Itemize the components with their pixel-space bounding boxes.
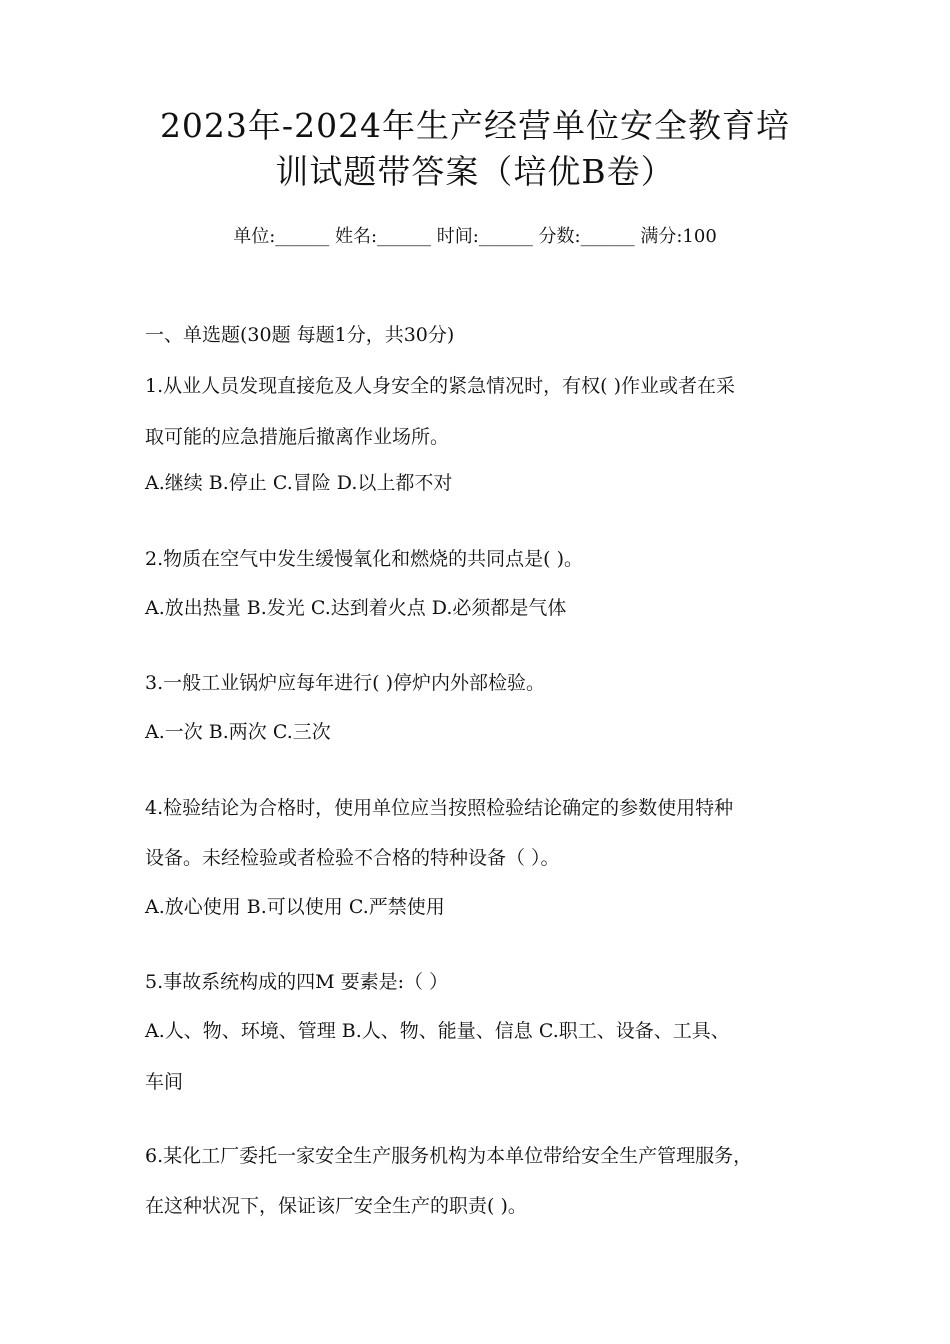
- question-1-stem-line-2: 取可能的应急措施后撤离作业场所。: [145, 426, 450, 448]
- question-3-options: A.一次 B.两次 C.三次: [145, 721, 331, 743]
- section-heading: 一、单选题(30题 每题1分，共30分): [145, 324, 455, 346]
- question-1-options: A.继续 B.停止 C.冒险 D.以上都不对: [145, 472, 453, 494]
- question-5-options-line-2: 车间: [145, 1071, 184, 1093]
- question-2-stem-line-1: 2.物质在空气中发生缓慢氧化和燃烧的共同点是( )。: [145, 548, 583, 570]
- question-6-stem-line-1: 6.某化工厂委托一家安全生产服务机构为本单位带给安全生产管理服务，: [145, 1145, 753, 1167]
- question-3-stem-line-1: 3.一般工业锅炉应每年进行( )停炉内外部检验。: [145, 672, 545, 694]
- question-5-stem-line-1: 5.事故系统构成的四M 要素是:（ ）: [145, 971, 449, 993]
- document-title-line-2: 训试题带答案（培优B卷）: [275, 152, 675, 191]
- question-4-options: A.放心使用 B.可以使用 C.严禁使用: [145, 896, 445, 918]
- question-4-stem-line-2: 设备。未经检验或者检验不合格的特种设备（ ）。: [145, 847, 560, 869]
- question-6-stem-line-2: 在这种状况下，保证该厂安全生产的职责( )。: [145, 1195, 527, 1217]
- student-info-line: 单位:______ 姓名:______ 时间:______ 分数:______ 满分:100: [233, 226, 717, 247]
- question-4-stem-line-1: 4.检验结论为合格时，使用单位应当按照检验结论确定的参数使用特种: [145, 797, 734, 819]
- question-2-options: A.放出热量 B.发光 C.达到着火点 D.必须都是气体: [145, 597, 567, 619]
- question-1-stem-line-1: 1.从业人员发现直接危及人身安全的紧急情况时，有权( )作业或者在采: [145, 375, 735, 397]
- document-title-line-1: 2023年-2024年生产经营单位安全教育培: [159, 106, 791, 145]
- question-5-options-line-1: A.人、物、环境、管理 B.人、物、能量、信息 C.职工、设备、工具、: [145, 1020, 730, 1042]
